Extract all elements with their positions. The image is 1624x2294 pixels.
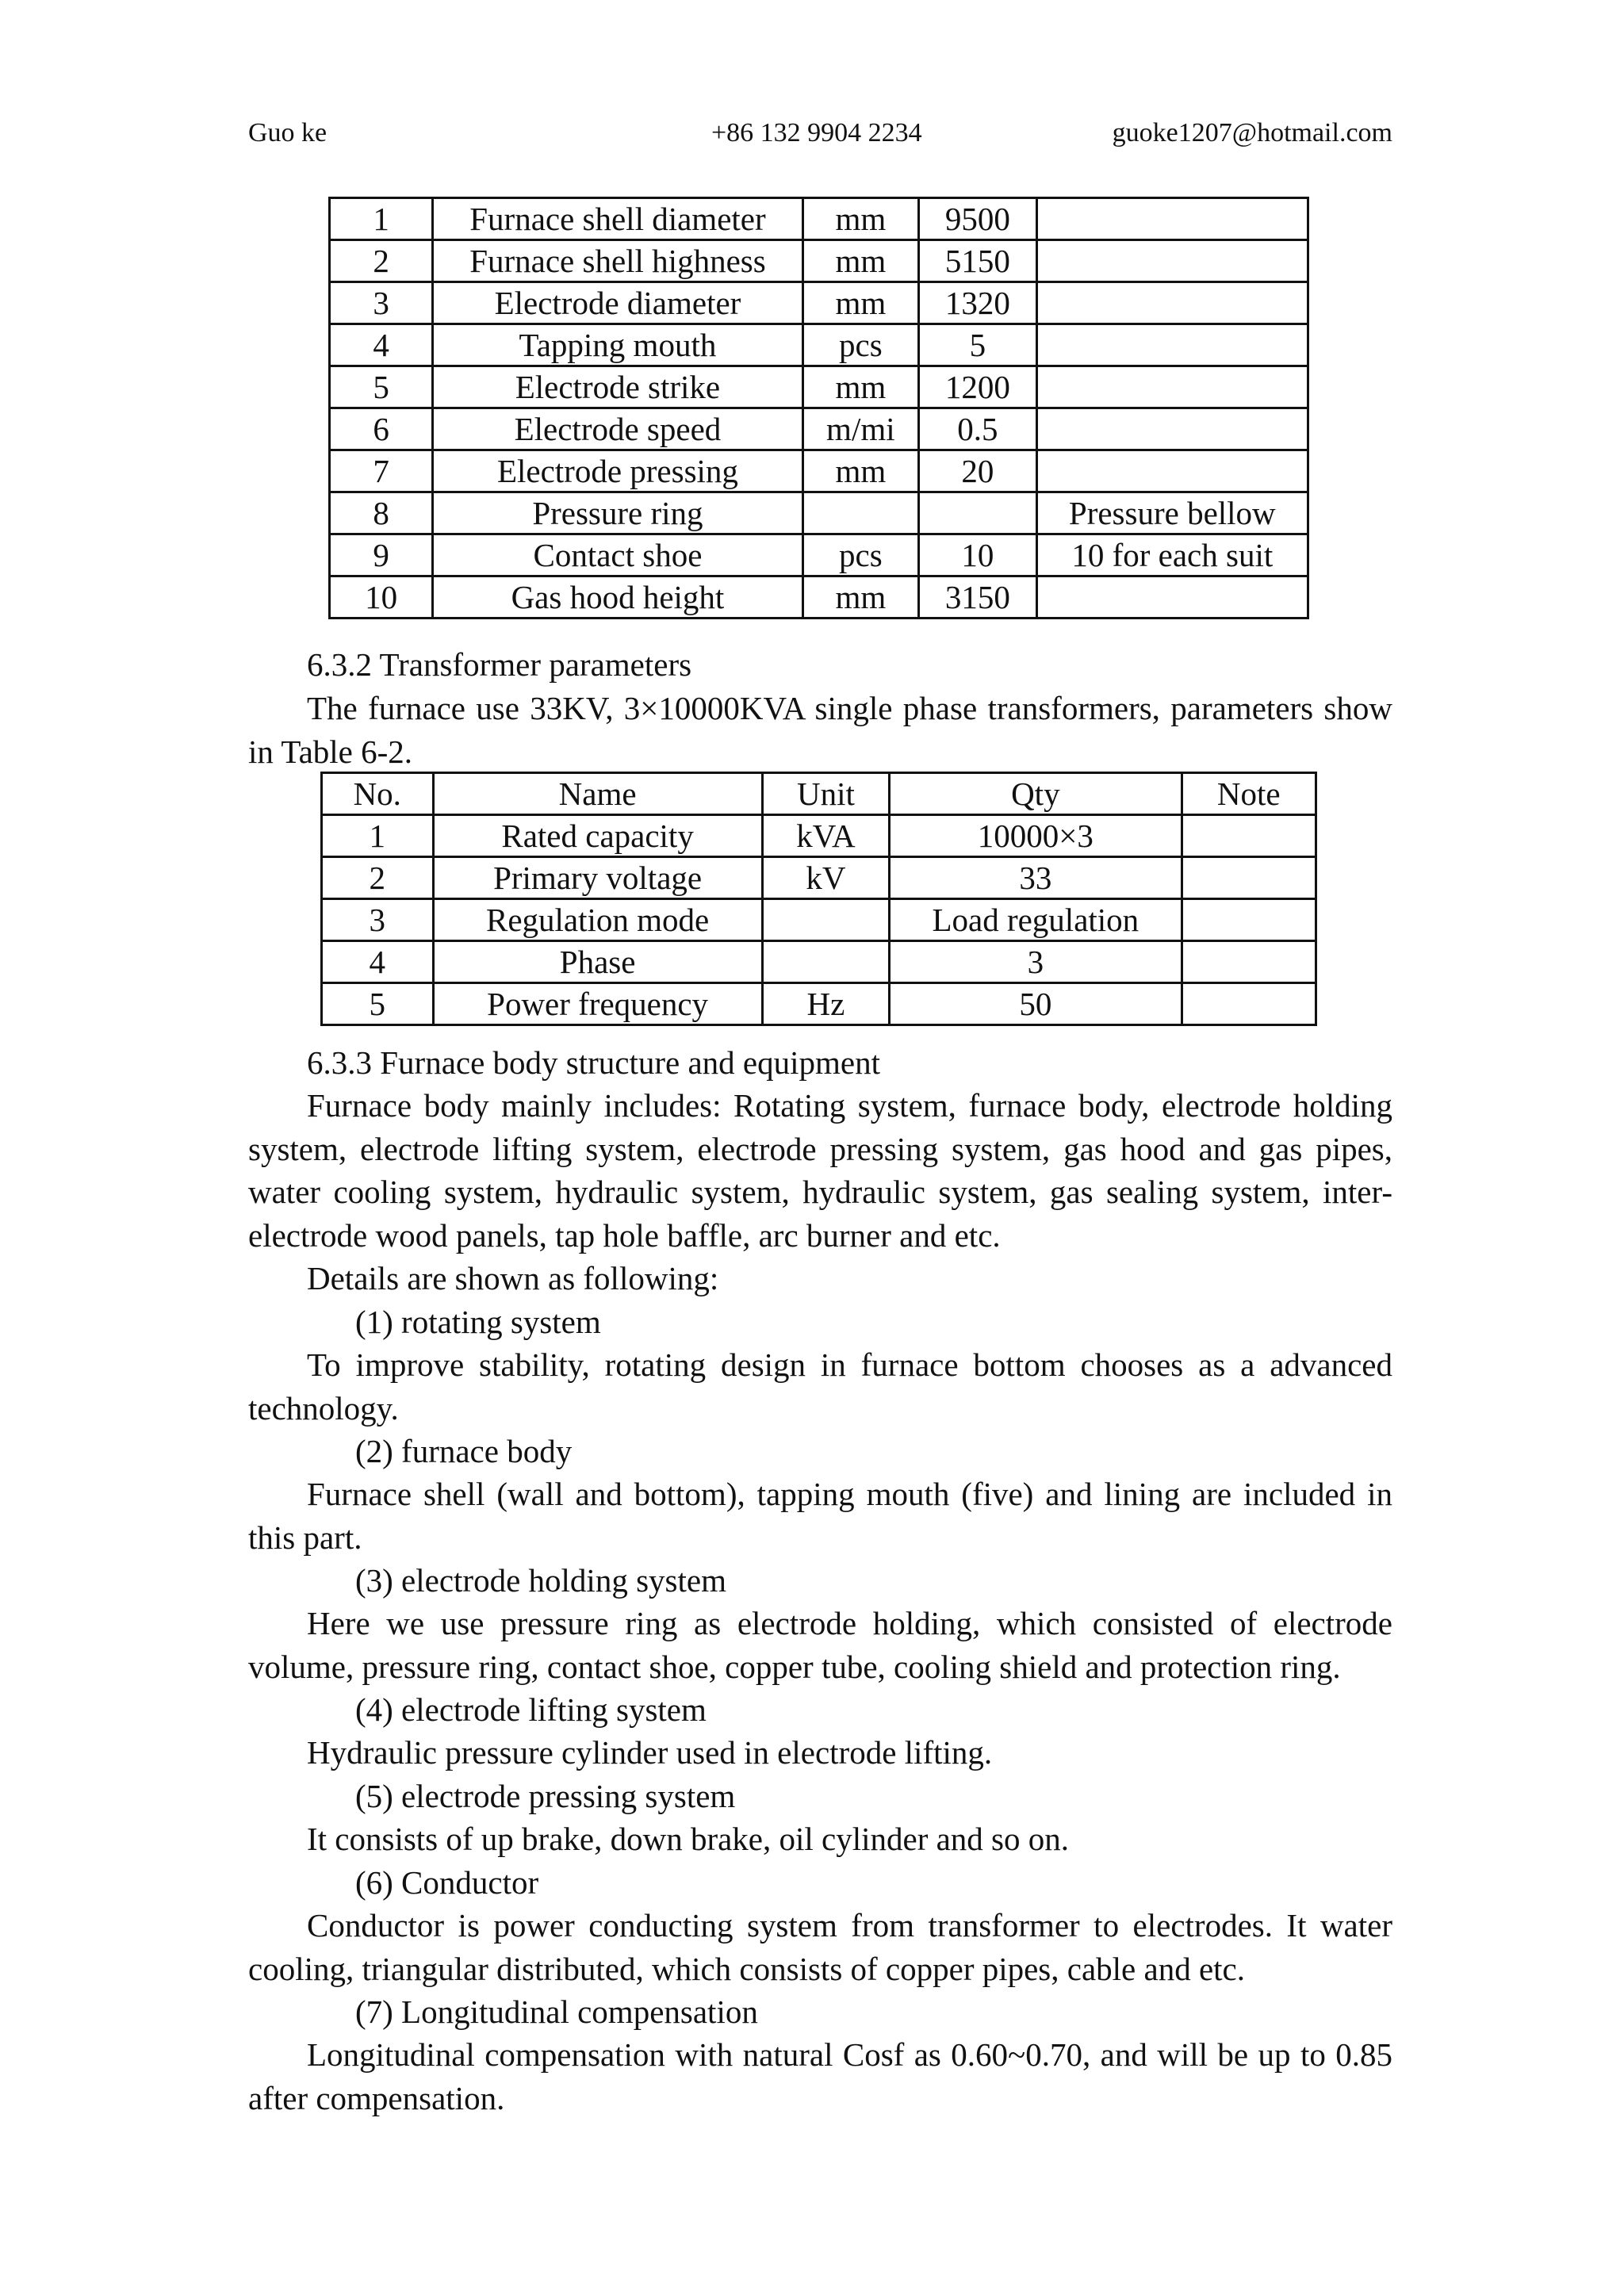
item-3-title: (3) electrode holding system [355, 1562, 726, 1599]
table-row [330, 534, 1308, 576]
cell-note [1036, 282, 1308, 324]
cell-name: Electrode pressing [433, 450, 802, 492]
section-heading-6-3-2: 6.3.2 Transformer parameters [307, 646, 692, 683]
item-1-paragraph [248, 1343, 1392, 1430]
cell-unit: Hz [762, 983, 889, 1025]
cell-no: 3 [330, 282, 433, 324]
cell-no: 3 [322, 899, 434, 941]
cell-no: 7 [330, 450, 433, 492]
cell-qty: 0.5 [919, 408, 1036, 450]
header-phone: +86 132 9904 2234 [711, 118, 922, 147]
cell-name: Contact shoe [433, 534, 802, 576]
cell-unit: mm [802, 366, 919, 408]
cell-name: Electrode diameter [433, 282, 802, 324]
table-row [322, 857, 1316, 899]
item-1-title: (1) rotating system [355, 1304, 601, 1340]
cell-note [1182, 857, 1316, 899]
cell-qty: 3150 [919, 576, 1036, 618]
cell-unit: m/mi [802, 408, 919, 450]
cell-note [1036, 240, 1308, 282]
cell-name: Regulation mode [433, 899, 762, 941]
header-email: guoke1207@hotmail.com [1112, 118, 1392, 147]
cell-unit: mm [802, 198, 919, 240]
item-5-text: It consists of up brake, down brake, oil cylinder and so on. [307, 1821, 1070, 1857]
cell-no: 2 [322, 857, 434, 899]
item-7-paragraph [248, 2033, 1392, 2120]
item-4-title: (4) electrode lifting system [355, 1691, 707, 1728]
table-row [330, 450, 1308, 492]
cell-name: Furnace shell highness [433, 240, 802, 282]
cell-no: 1 [322, 815, 434, 857]
cell-note: 10 for each suit [1036, 534, 1308, 576]
transformer-intro-text: The furnace use 33KV, 3×10000KVA single phase transformers, parameters show in Table 6-2. [248, 690, 1392, 770]
cell-unit: kVA [762, 815, 889, 857]
cell-note [1182, 983, 1316, 1025]
cell-unit [762, 941, 889, 983]
cell-no: 5 [322, 983, 434, 1025]
item-7-text: Longitudinal compensation with natural Cosf as 0.60~0.70, and will be up to 0.85 after compensation. [248, 2036, 1392, 2116]
cell-qty: 1200 [919, 366, 1036, 408]
header-note: Note [1182, 773, 1316, 815]
table-header-row [322, 773, 1316, 815]
cell-qty: 10000×3 [890, 815, 1182, 857]
cell-name: Pressure ring [433, 492, 802, 534]
cell-note: Pressure bellow [1036, 492, 1308, 534]
header-unit: Unit [762, 773, 889, 815]
furnace-body-intro-text: Furnace body mainly includes: Rotating system, furnace body, electrode holding system, electrode lifting system, electrode pressing system, gas hood and gas pipes, water cooling system, hydraulic system, hydraulic system, gas sealing system, inter-electrode wood panels, tap hole baffle, arc burner and etc. [248, 1087, 1392, 1254]
table-row [322, 815, 1316, 857]
item-5-paragraph [248, 1817, 1392, 1861]
furnace-parameters-table [328, 197, 1309, 619]
cell-name: Electrode speed [433, 408, 802, 450]
cell-name: Rated capacity [433, 815, 762, 857]
cell-unit: mm [802, 576, 919, 618]
cell-no: 4 [330, 324, 433, 366]
cell-no: 9 [330, 534, 433, 576]
cell-qty: 10 [919, 534, 1036, 576]
cell-qty: 5 [919, 324, 1036, 366]
cell-no: 5 [330, 366, 433, 408]
item-7-title: (7) Longitudinal compensation [355, 1993, 758, 2030]
cell-qty: 50 [890, 983, 1182, 1025]
cell-unit: pcs [802, 534, 919, 576]
item-6-paragraph [248, 1904, 1392, 1990]
cell-unit: pcs [802, 324, 919, 366]
cell-name: Phase [433, 941, 762, 983]
cell-no: 1 [330, 198, 433, 240]
cell-qty: 33 [890, 857, 1182, 899]
table-row [330, 240, 1308, 282]
cell-name: Gas hood height [433, 576, 802, 618]
cell-qty: 20 [919, 450, 1036, 492]
item-2-title: (2) furnace body [355, 1433, 573, 1469]
item-2-paragraph [248, 1473, 1392, 1559]
cell-unit: kV [762, 857, 889, 899]
cell-no: 10 [330, 576, 433, 618]
item-6-title: (6) Conductor [355, 1864, 539, 1901]
cell-note [1036, 366, 1308, 408]
cell-note [1036, 576, 1308, 618]
cell-note [1182, 899, 1316, 941]
cell-note [1036, 408, 1308, 450]
item-1-text: To improve stability, rotating design in furnace bottom chooses as a advanced technology. [248, 1346, 1392, 1427]
cell-note [1036, 198, 1308, 240]
cell-qty: 9500 [919, 198, 1036, 240]
cell-note [1182, 815, 1316, 857]
table-row [330, 282, 1308, 324]
cell-name: Primary voltage [433, 857, 762, 899]
table-row [330, 576, 1308, 618]
item-2-text: Furnace shell (wall and bottom), tapping mouth (five) and lining are included in this part. [248, 1476, 1392, 1556]
header-no: No. [322, 773, 434, 815]
cell-name: Furnace shell diameter [433, 198, 802, 240]
item-3-paragraph [248, 1602, 1392, 1688]
furnace-parameters-body [330, 198, 1308, 618]
item-4-paragraph [248, 1731, 1392, 1775]
header-name: Name [433, 773, 762, 815]
cell-note [1036, 450, 1308, 492]
table-row [330, 366, 1308, 408]
transformer-intro-paragraph [248, 687, 1392, 773]
table-row [322, 899, 1316, 941]
section-heading-6-3-3: 6.3.3 Furnace body structure and equipment [307, 1044, 881, 1081]
item-3-text: Here we use pressure ring as electrode holding, which consisted of electrode volume, pressure ring, contact shoe, copper tube, cooling shield and protection ring. [248, 1605, 1392, 1685]
header-author-name: Guo ke [248, 118, 327, 147]
table-row [330, 324, 1308, 366]
cell-no: 6 [330, 408, 433, 450]
cell-qty: 5150 [919, 240, 1036, 282]
cell-unit: mm [802, 240, 919, 282]
item-6-text: Conductor is power conducting system from transformer to electrodes. It water cooling, triangular distributed, which consists of copper pipes, cable and etc. [248, 1907, 1392, 1987]
table-row [322, 941, 1316, 983]
cell-qty [919, 492, 1036, 534]
cell-name: Power frequency [433, 983, 762, 1025]
table-row [322, 983, 1316, 1025]
transformer-parameters-body [322, 773, 1316, 1025]
cell-no: 2 [330, 240, 433, 282]
cell-no: 4 [322, 941, 434, 983]
furnace-body-intro-paragraph [248, 1084, 1392, 1257]
cell-unit [802, 492, 919, 534]
header-qty: Qty [890, 773, 1182, 815]
cell-note [1182, 941, 1316, 983]
cell-qty: 3 [890, 941, 1182, 983]
table-row [330, 408, 1308, 450]
cell-qty: 1320 [919, 282, 1036, 324]
cell-name: Tapping mouth [433, 324, 802, 366]
table-row [330, 198, 1308, 240]
transformer-parameters-table [320, 772, 1317, 1026]
item-4-text: Hydraulic pressure cylinder used in electrode lifting. [307, 1734, 993, 1771]
details-lead: Details are shown as following: [307, 1260, 719, 1296]
cell-qty: Load regulation [890, 899, 1182, 941]
cell-unit: mm [802, 450, 919, 492]
cell-unit [762, 899, 889, 941]
cell-name: Electrode strike [433, 366, 802, 408]
table-row [330, 492, 1308, 534]
cell-no: 8 [330, 492, 433, 534]
item-5-title: (5) electrode pressing system [355, 1778, 736, 1814]
cell-unit: mm [802, 282, 919, 324]
cell-note [1036, 324, 1308, 366]
